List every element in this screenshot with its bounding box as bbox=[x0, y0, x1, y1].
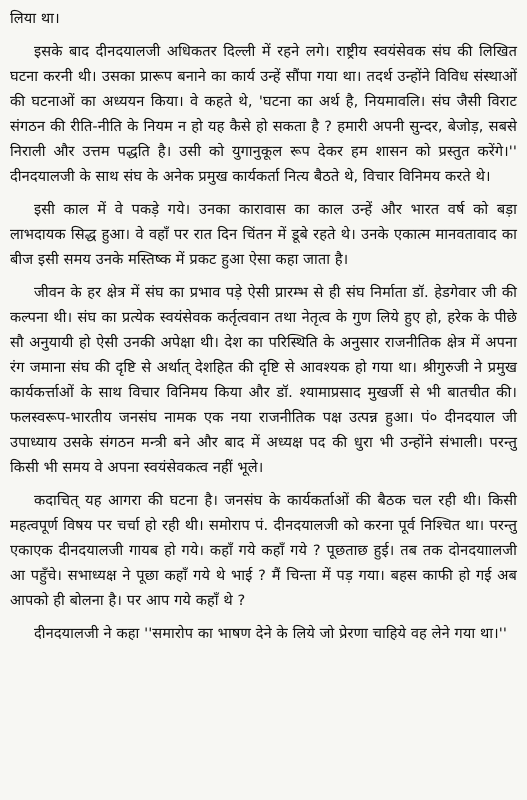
paragraph-constitution-drafting: इसके बाद दीनदयालजी अधिकतर दिल्ली में रहने लगे। राष्ट्रीय स्वयंसेवक संघ की लिखित घटना करनी थी। उसका प्रारूप बनाने का कार्य उन्हें सौंपा गया था। तदर्थ उन्होंने विविध संस्थाओं की घटनाओं का अध्ययन किया। वे कहते थे, 'घटना का अर्थ है, नियमावलि। संघ जैसी विराट संगठन की रीति-नीति के नियम न हो यह कैसे हो सकता है ? हमारी अपनी सुन्दर, बेजोड़, सबसे निराली और उत्तम पद्धति है। उसी को युगानुकूल रूप देकर हम शासन को प्रस्तुत करेंगे।'' दीनदयालजी के साथ संघ के अनेक प्रमुख कार्यकर्ता नित्य बैठते थे, विचार विनिमय करते थे। bbox=[10, 43, 517, 185]
paragraph-imprisonment: इसी काल में वे पकड़े गये। उनका कारावास का काल उन्हें और भारत वर्ष को बड़ा लाभदायक सिद्ध हुआ। वे वहाँ पर रात दिन चिंतन में डूबे रहते थे। उनके एकात्म मानवतावाद का बीज इसी समय उनके मस्तिष्क में प्रकट हुआ ऐसा कहा जाता है। bbox=[10, 201, 517, 268]
paragraph-closing-quote: दीनदयालजी ने कहा ''समारोप का भाषण देने के लिये जो प्रेरणा चाहिये वह लेने गया था।'' bbox=[34, 625, 508, 642]
paragraph-continuation: लिया था। bbox=[10, 10, 60, 27]
paragraph-agra-meeting: कदाचित् यह आगरा की घटना है। जनसंघ के कार्यकर्ताओं की बैठक चल रही थी। किसी महत्वपूर्ण विषय पर चर्चा हो रही थी। समोराप पं. दीनदयालजी को करना पूर्व निश्चित था। परन्तु एकाएक दीनदयालजी गायब हो गये। कहाँ गये कहाँ गये ? पूछताछ हुई। तब तक दोनदयाालजी आ पहुँचे। सभाध्यक्ष ने पूछा कहाँ गये थे भाई ? मैं चिन्ता में पड़ गया। बहस काफी हो गई अब आपको ही बोलना है। पर आप गये कहाँ थे ? bbox=[10, 492, 517, 609]
paragraph-jana-sangh-founding: जीवन के हर क्षेत्र में संघ का प्रभाव पड़े ऐसी प्रारम्भ से ही संघ निर्माता डॉ. हेडगेवार जी की कल्पना थी। संघ का प्रत्येक स्वयंसेवक कर्तृत्ववान तथा नेतृत्व के गुण लिये हुए हो, हरेक के पीछे सौ अनुयायी हो ऐसी उनकी अपेक्षा थी। देश का परिस्थिति के अनुसार राजनीतिक क्षेत्र में अपना रंग जमाना संघ की दृष्टि से अर्थात् देशहित की दृष्टि से आवश्यक हो गया था। श्रीगुरुजी ने प्रमुख कार्यकर्त्ताओं के साथ विचार विनिमय किया और डॉ. श्यामाप्रसाद मुखर्जी से भी बातचीत की। फलस्वरूप-भारतीय जनसंघ नामक एक नया राजनीतिक पक्ष उत्पन्न हुआ। पं० दीनदयाल जी उपाध्याय उसके संगठन मन्त्री बने और बाद में अध्यक्ष पद की धुरा भी उन्होंने संभाली। परन्तु किसी भी समय वे अपना स्वयंसेवकत्व नहीं भूले। bbox=[10, 284, 517, 476]
